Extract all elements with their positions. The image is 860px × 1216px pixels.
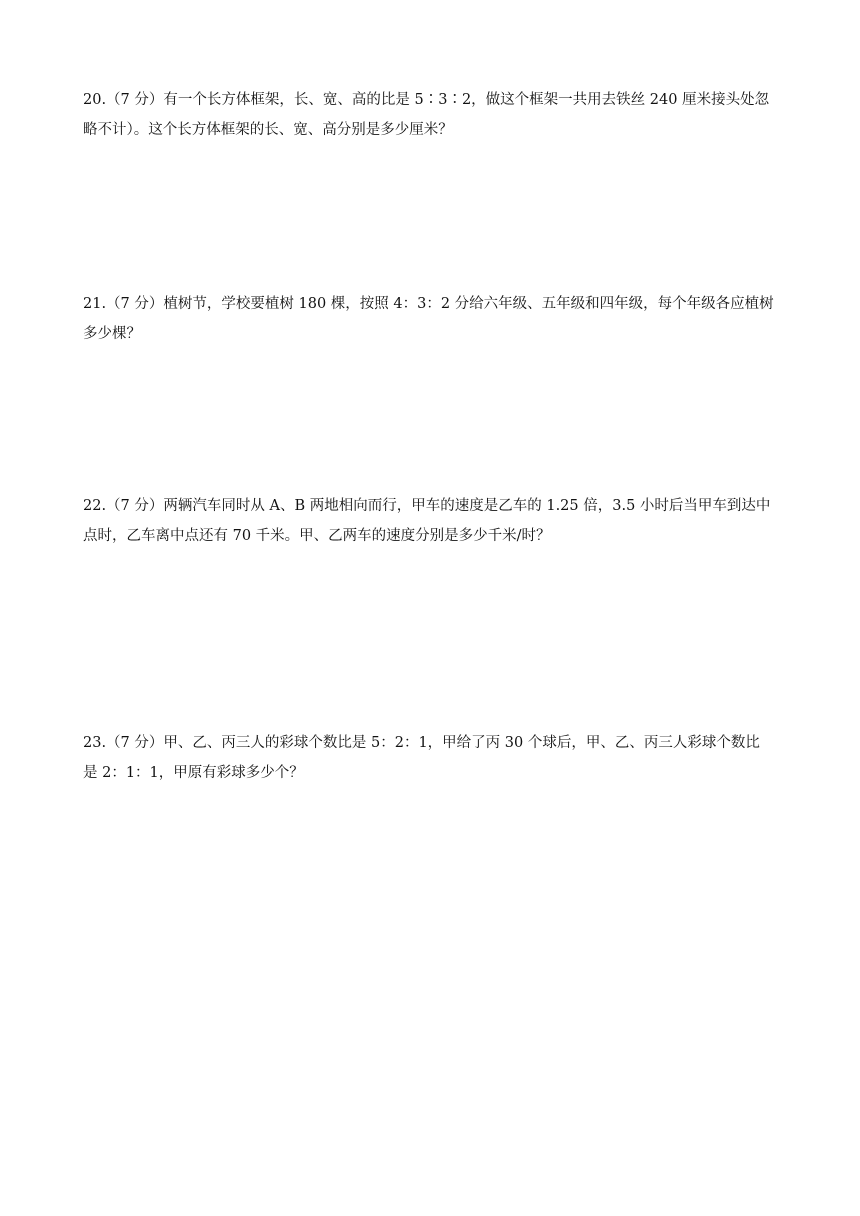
question-20-line-2: 略不计）。这个长方体框架的长、宽、高分别是多少厘米？ — [83, 122, 453, 138]
question-22-line-2: 点时，乙车离中点还有 70 千米。甲、乙两车的速度分别是多少千米/时？ — [83, 528, 551, 544]
question-22 — [83, 491, 810, 551]
question-22-line-1: 22.（7 分）两辆汽车同时从 A、B 两地相向而行，甲车的速度是乙车的 1.25 倍，3.5 小时后当甲车到达中 — [83, 498, 771, 514]
question-23-line-1: 23.（7 分）甲、乙、丙三人的彩球个数比是 5：2：1，甲给了丙 30 个球后，甲、乙、丙三人彩球个数比 — [83, 735, 760, 751]
question-23 — [83, 728, 810, 788]
question-20 — [83, 85, 810, 145]
question-20-line-1: 20.（7 分）有一个长方体框架，长、宽、高的比是 5∶3∶2，做这个框架一共用去铁丝 240 厘米接头处忽 — [83, 92, 770, 108]
question-21 — [83, 289, 810, 349]
question-21-line-1: 21.（7 分）植树节，学校要植树 180 棵，按照 4：3：2 分给六年级、五年级和四年级，每个年级各应植树 — [83, 296, 774, 312]
question-21-line-2: 多少棵？ — [83, 326, 141, 342]
question-23-line-2: 是 2：1：1，甲原有彩球多少个？ — [83, 765, 304, 781]
